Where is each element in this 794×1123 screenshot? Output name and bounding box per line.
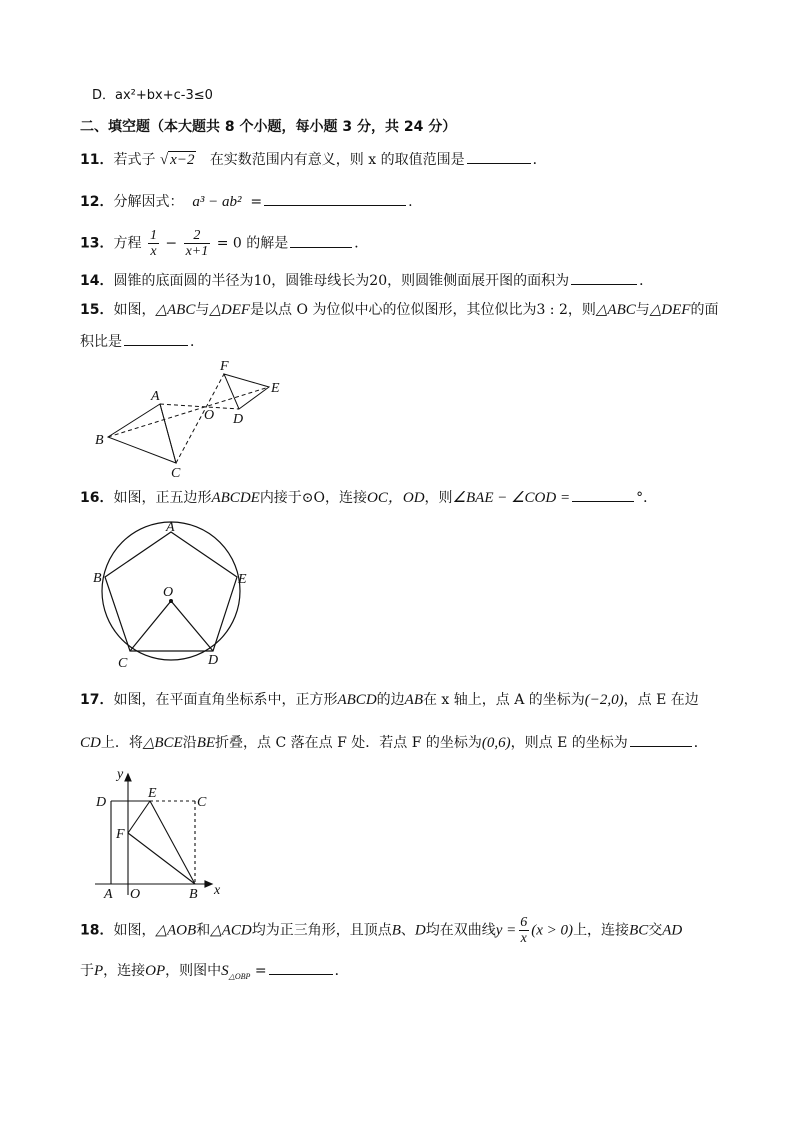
function-y: y = xyxy=(495,922,517,939)
label-a: A xyxy=(166,520,175,535)
frac-den: x xyxy=(520,931,527,946)
question-number: 11． xyxy=(80,152,114,168)
q17-text: 折叠，点 C 落在点 F 处．若点 F 的坐标为 xyxy=(215,735,482,751)
minus-sign: − xyxy=(165,235,178,252)
q18-end: ． xyxy=(334,963,349,979)
q18-text: 于 xyxy=(80,963,94,979)
label-f: F xyxy=(116,827,125,842)
label-b: B xyxy=(93,571,102,586)
q17-text: ，则点 E 的坐标为 xyxy=(510,735,628,751)
q12-end: . xyxy=(408,194,413,210)
q17-text: 上．将 xyxy=(100,735,143,751)
q11-post: 在实数范围内有意义，则 x 的取值范围是 xyxy=(209,152,465,168)
q12-eq: = xyxy=(250,194,263,210)
q11-pre: 若式子 xyxy=(113,152,156,168)
segment-ab: AB xyxy=(404,692,423,708)
function-fraction xyxy=(518,915,529,946)
q18-text: ，连接 xyxy=(103,963,146,979)
option-expr: ax²+bx+c-3≤0 xyxy=(115,88,213,103)
segment-be: BE xyxy=(196,735,216,751)
q16-text: 内接于⊙O，连接 xyxy=(259,490,368,506)
question-18-line-1 xyxy=(80,915,682,946)
label-e: E xyxy=(238,572,247,587)
coord-a: (−2,0) xyxy=(584,692,624,708)
radicand: x−2 xyxy=(170,152,195,168)
point-p: P xyxy=(94,963,104,979)
label-d: D xyxy=(233,412,244,427)
q17-text: 沿 xyxy=(182,735,197,751)
label-o: O xyxy=(163,585,174,600)
q17-text: 在 x 轴上，点 A 的坐标为 xyxy=(422,692,585,708)
sqrt-expression: √ x−2 xyxy=(159,152,195,168)
section-title: 二、填空题（本大题共 8 个小题，每小题 3 分，共 24 分） xyxy=(80,119,457,135)
question-number: 15． xyxy=(80,302,114,318)
q18-text: 均为正三角形，且顶点 xyxy=(251,922,392,939)
q17-text: ，点 E 在边 xyxy=(623,692,699,708)
q17-text: 的边 xyxy=(376,692,405,708)
point-b: B xyxy=(391,922,401,939)
q13-pre: 方程 xyxy=(113,235,142,252)
point-d: D xyxy=(414,922,426,939)
frac-num: 6 xyxy=(520,915,528,930)
question-number: 18． xyxy=(80,922,114,939)
question-number: 17． xyxy=(80,692,114,708)
label-f: F xyxy=(220,359,229,374)
label-x: x xyxy=(214,883,221,898)
triangle-acd: △ACD xyxy=(210,922,252,939)
q13-end: ． xyxy=(354,235,369,252)
q15-text: 的面 xyxy=(690,302,719,318)
q18-text: 交 xyxy=(648,922,663,939)
segment-op: OP xyxy=(145,963,166,979)
q12-expr: a³ − ab² xyxy=(192,194,242,210)
label-b: B xyxy=(95,433,104,448)
q11-end: ． xyxy=(532,152,547,168)
label-c: C xyxy=(118,656,128,671)
question-18-line-2 xyxy=(80,960,349,987)
function-condition: (x > 0) xyxy=(531,922,574,939)
q15-text: 是以点 O 为位似中心的位似图形，其位似比为3 : 2，则 xyxy=(250,302,596,318)
area-symbol: S xyxy=(221,963,229,979)
angle-expression: ∠BAE − ∠COD = xyxy=(452,490,571,506)
triangle-aob: △AOB xyxy=(155,922,197,939)
label-o: O xyxy=(130,887,141,902)
q18-text: = xyxy=(254,963,267,979)
label-d: D xyxy=(208,653,219,668)
q16-text: 如图，正五边形 xyxy=(113,490,212,506)
q17-end: ． xyxy=(693,735,708,751)
polygon-name: ABCDE xyxy=(211,490,260,506)
square-name: ABCD xyxy=(337,692,377,708)
label-o: O xyxy=(204,408,215,423)
triangle-def: △DEF xyxy=(649,302,691,318)
label-y: y xyxy=(117,767,124,782)
q18-text: 均在双曲线 xyxy=(425,922,496,939)
segment-bc: BC xyxy=(629,922,649,939)
q18-text: 和 xyxy=(196,922,211,939)
q15-text: 与 xyxy=(635,302,650,318)
label-d: D xyxy=(96,795,107,810)
triangle-def: △DEF xyxy=(209,302,251,318)
label-a: A xyxy=(151,389,160,404)
q14-end: ． xyxy=(639,273,654,289)
q18-text: 、 xyxy=(400,922,415,939)
area-subscript: △OBP xyxy=(228,971,251,981)
answer-blank[interactable] xyxy=(269,960,333,975)
option-label: D． xyxy=(92,88,116,103)
triangle-abc: △ABC xyxy=(155,302,196,318)
frac-num: 2 xyxy=(193,228,201,243)
q15-text: 与 xyxy=(195,302,210,318)
question-number: 14． xyxy=(80,273,114,289)
label-e: E xyxy=(271,381,280,396)
frac-den: x+1 xyxy=(185,244,209,259)
question-number: 16． xyxy=(80,490,114,506)
q14-text: 圆锥的底面圆的半径为10，圆锥母线长为20，则圆锥侧面展开图的面积为 xyxy=(113,273,570,289)
label-c: C xyxy=(197,795,207,810)
frac-den: x xyxy=(150,244,157,259)
q17-text: 如图，在平面直角坐标系中，正方形 xyxy=(113,692,338,708)
segment-cd: CD xyxy=(80,735,101,751)
label-e: E xyxy=(148,786,157,801)
q16-end: °． xyxy=(636,490,658,506)
q15-text: 如图， xyxy=(113,302,156,318)
frac-num: 1 xyxy=(149,228,157,243)
label-b: B xyxy=(189,887,198,902)
label-a: A xyxy=(104,887,113,902)
q18-text: ，则图中 xyxy=(165,963,222,979)
question-number: 12． xyxy=(80,194,114,210)
segment-ad: AD xyxy=(662,922,683,939)
q12-pre: 分解因式： xyxy=(113,194,184,210)
triangle-abc: △ABC xyxy=(595,302,636,318)
label-c: C xyxy=(171,466,181,481)
question-number: 13． xyxy=(80,235,114,252)
segment-names: OC，OD xyxy=(367,490,425,506)
triangle-bce: △BCE xyxy=(142,735,183,751)
q16-text: ，则 xyxy=(424,490,453,506)
q18-text: 如图， xyxy=(113,922,156,939)
q13-rest: = 0 的解是 xyxy=(216,235,289,252)
coord-f: (0,6) xyxy=(481,735,511,751)
q15-text: 积比是 xyxy=(80,334,122,350)
q18-text: 上，连接 xyxy=(573,922,630,939)
q15-end: ． xyxy=(190,334,204,350)
